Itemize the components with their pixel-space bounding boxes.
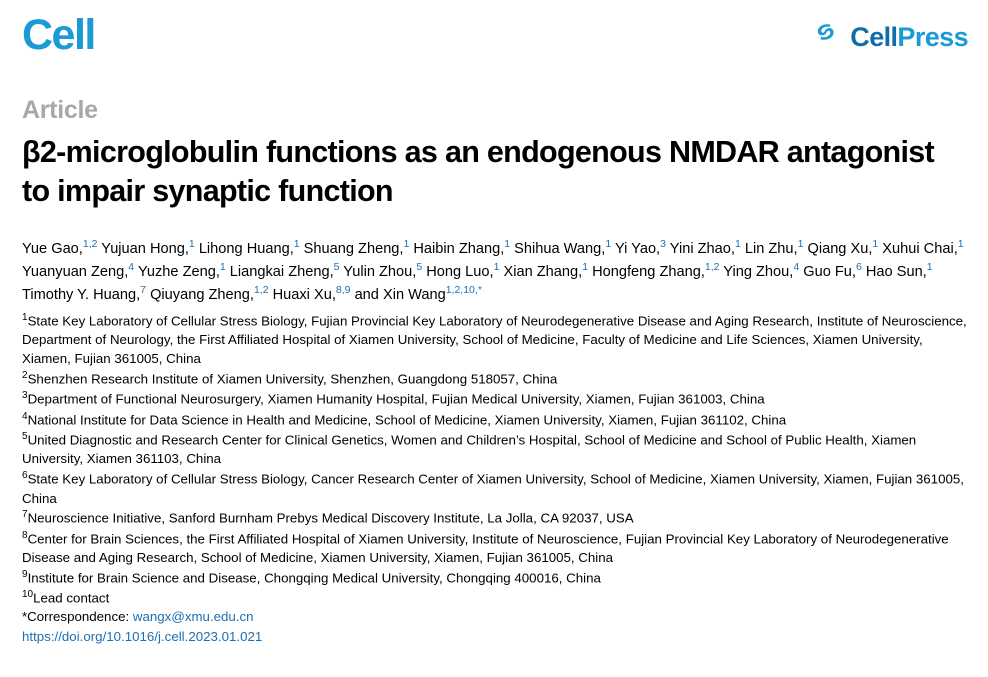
author-name: Lin Zhu, (744, 240, 798, 257)
journal-logo: Cell (22, 11, 95, 59)
author-affiliation-marker: 1 (493, 261, 500, 274)
author-affiliation-marker: 1,2 (82, 238, 98, 251)
cellpress-wordmark (850, 22, 968, 53)
author-affiliation-marker: 1,2 (704, 261, 720, 274)
author-affiliation-marker: 1 (403, 238, 410, 251)
affiliation-text: Department of Functional Neurosurgery, Xiamen Humanity Hospital, Fujian Medical University, Xiamen, Fujian 361003, China (27, 391, 765, 407)
affiliation-text: Shenzhen Research Institute of Xiamen University, Shenzhen, Guangdong 518057, China (27, 371, 558, 387)
author-list (22, 237, 972, 306)
affiliation-item (22, 469, 972, 508)
affiliation-item (22, 588, 972, 608)
correspondence (22, 608, 974, 627)
author-name: Shuang Zheng, (303, 240, 404, 257)
affiliation-marker: 3 (22, 390, 28, 402)
author-affiliation-marker: 4 (793, 261, 800, 274)
affiliation-text: Neuroscience Initiative, Sanford Burnham Prebys Medical Discovery Institute, La Jolla, CA 92037, USA (27, 510, 634, 526)
affiliation-item (22, 389, 972, 409)
article-type-label: Article (22, 96, 98, 124)
affiliation-item (22, 529, 972, 568)
affiliation-item (22, 369, 972, 389)
author-affiliation-marker: 6 (855, 261, 862, 274)
affiliation-marker: 1 (22, 312, 28, 324)
affiliation-text: Center for Brain Sciences, the First Affiliated Hospital of Xiamen University, Institute of Neuroscience, Fujian Provincial Key Laboratory of Neurodegenerative Disease and Aging Research, School of Medicine, Xiamen University, Xiamen, Fujian 361005, China (22, 531, 949, 565)
author-affiliation-marker: 1 (219, 261, 226, 274)
affiliation-item (22, 508, 972, 528)
affiliation-marker: 7 (22, 509, 28, 521)
page-title: β2-microglobulin functions as an endogenous NMDAR antagonist to impair synaptic function (22, 135, 934, 209)
cellpress-word-cell: Cell (850, 22, 898, 52)
cellpress-swirl-icon (812, 20, 842, 55)
affiliation-list (22, 311, 972, 608)
author-name: Yuanyuan Zeng, (22, 263, 129, 280)
affiliation-marker: 9 (22, 568, 28, 580)
affiliation-text: United Diagnostic and Research Center for Clinical Genetics, Women and Children’s Hospital, School of Medicine and School of Public Health, Xiamen University, Xiamen 361103, China (22, 432, 917, 467)
affiliation-text: State Key Laboratory of Cellular Stress Biology, Cancer Research Center of Xiamen University, School of Medicine, Xiamen University, Xiamen, Fujian 361005, China (22, 471, 964, 506)
correspondence-label: *Correspondence: (22, 609, 130, 625)
author-affiliation-marker: 1,2,10,* (445, 284, 482, 297)
author-name: Xuhui Chai, (882, 240, 958, 257)
affiliation-text: Lead contact (33, 590, 110, 606)
cellpress-word-press: Press (897, 22, 968, 52)
author-name: Lihong Huang, (198, 240, 294, 257)
affiliation-item (22, 568, 972, 588)
doi-link[interactable]: https://doi.org/10.1016/j.cell.2023.01.021 (22, 629, 263, 645)
author-name: Guo Fu, (803, 263, 856, 280)
author-affiliation-marker: 1 (188, 238, 195, 251)
author-affiliation-marker: 1 (872, 238, 879, 251)
affiliation-marker: 6 (22, 470, 28, 482)
author-name: Qiang Xu, (807, 240, 873, 257)
author-affiliation-marker: 5 (333, 261, 340, 274)
author-affiliation-marker: 1 (293, 238, 300, 251)
affiliation-item (22, 311, 972, 369)
author-name: Xian Zhang, (503, 263, 583, 280)
author-name: Liangkai Zheng, (229, 263, 334, 280)
affiliation-marker: 8 (22, 529, 28, 541)
correspondence-email[interactable]: wangx@xmu.edu.cn (132, 609, 254, 625)
affiliation-text: State Key Laboratory of Cellular Stress Biology, Fujian Provincial Key Laboratory of Neurodegenerative Disease and Aging Research, Institute of Neuroscience, Department of Neurology, the First Affiliated Hospital of Xiamen University, School of Medicine, Faculty of Medicine and Life Sciences, Xiamen University, Xiamen, Fujian 361005, China (22, 313, 967, 367)
author-name: Shihua Wang, (514, 240, 606, 257)
author-name: Yujuan Hong, (101, 240, 189, 257)
author-name: Yini Zhao, (669, 240, 735, 257)
author-affiliation-marker: 5 (416, 261, 423, 274)
author-name: and Xin Wang (354, 286, 446, 303)
affiliation-item (22, 430, 972, 469)
affiliation-item (22, 410, 972, 430)
author-name: Hong Luo, (426, 263, 494, 280)
affiliation-marker: 4 (22, 410, 28, 422)
author-affiliation-marker: 1 (605, 238, 612, 251)
author-affiliation-marker: 1 (582, 261, 589, 274)
author-affiliation-marker: 7 (140, 284, 147, 297)
affiliation-marker: 2 (22, 370, 28, 382)
author-name: Yi Yao, (614, 240, 661, 257)
author-name: Yue Gao, (22, 240, 83, 257)
author-name: Haibin Zhang, (413, 240, 505, 257)
author-affiliation-marker: 1 (504, 238, 511, 251)
author-affiliation-marker: 8,9 (335, 284, 351, 297)
author-name: Huaxi Xu, (272, 286, 336, 303)
author-affiliation-marker: 3 (660, 238, 666, 251)
author-name: Yulin Zhou, (343, 263, 417, 280)
affiliation-marker: 10 (22, 589, 34, 601)
author-affiliation-marker: 1 (734, 238, 741, 251)
affiliation-text: National Institute for Data Science in Health and Medicine, School of Medicine, Xiamen University, Xiamen, Fujian 361102, China (27, 412, 787, 428)
author-name: Ying Zhou, (723, 263, 794, 280)
author-name: Hao Sun, (865, 263, 927, 280)
author-name: Qiuyang Zheng, (150, 286, 254, 303)
author-affiliation-marker: 1 (926, 261, 933, 274)
author-affiliation-marker: 1 (957, 238, 964, 251)
author-name: Hongfeng Zhang, (592, 263, 705, 280)
author-affiliation-marker: 1,2 (253, 284, 269, 297)
author-affiliation-marker: 4 (128, 261, 135, 274)
masthead (14, 0, 974, 72)
affiliation-marker: 5 (22, 431, 28, 443)
author-affiliation-marker: 1 (797, 238, 804, 251)
cellpress-logo[interactable] (812, 20, 968, 55)
author-name: Yuzhe Zeng, (137, 263, 220, 280)
author-name: Timothy Y. Huang, (22, 286, 141, 303)
affiliation-text: Institute for Brain Science and Disease, Chongqing Medical University, Chongqing 400016, China (27, 570, 601, 586)
